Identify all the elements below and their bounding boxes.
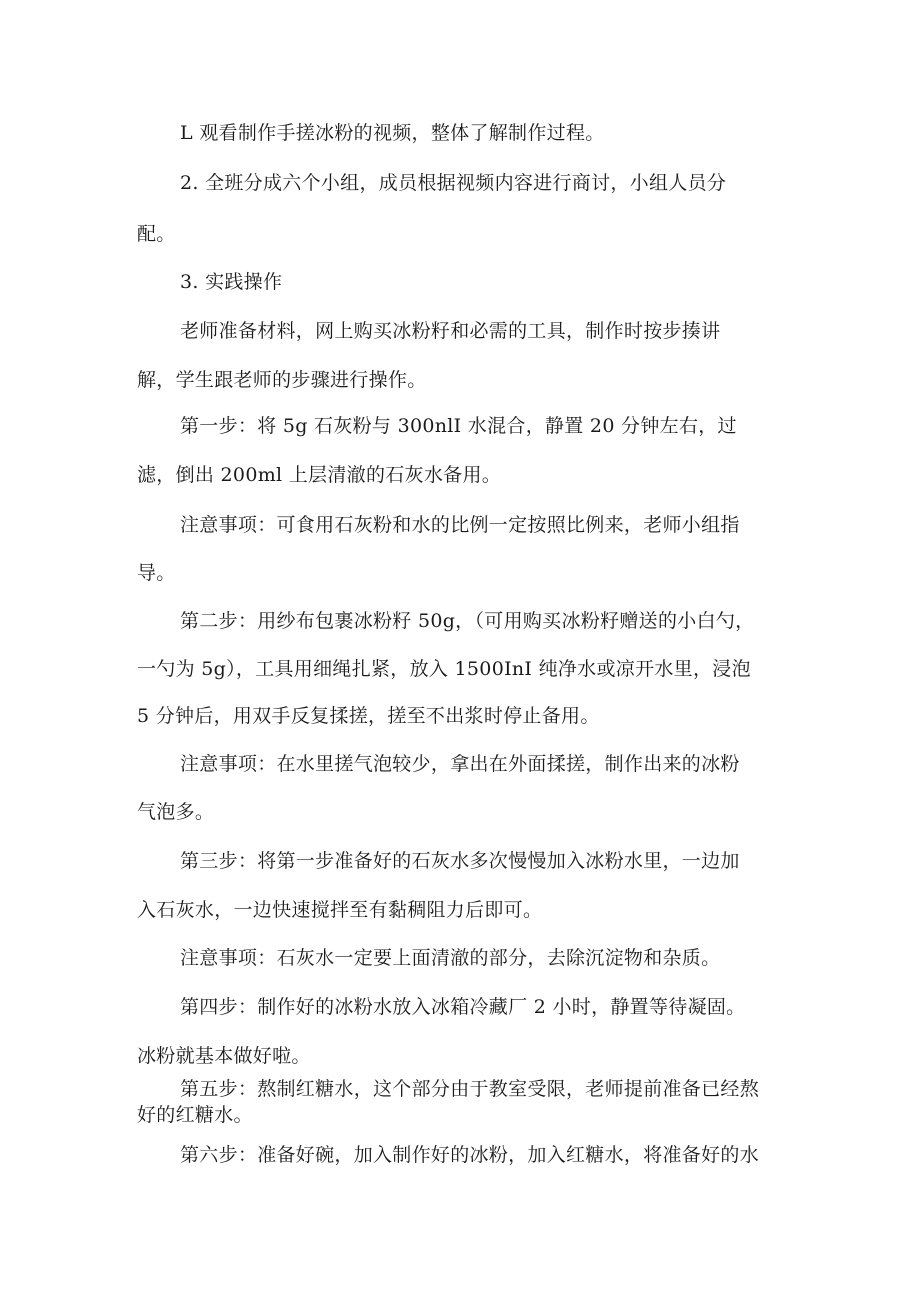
text-line: L 观看制作手搓冰粉的视频，整体了解制作过程。 [180,122,605,144]
text-line: 第二步：用纱布包裹冰粉籽 50g，（可用购买冰粉籽赠送的小白勺， [180,610,755,632]
text-line: 2. 全班分成六个小组，成员根据视频内容进行商讨，小组人员分 [180,172,727,194]
text-line: 滤，倒出 200ml 上层清澈的石灰水备用。 [137,464,502,486]
text-line: 解，学生跟老师的步骤进行操作。 [137,369,427,391]
text-line: 配。 [137,223,176,245]
text-line: 导。 [137,562,176,584]
text-line: 5 分钟后，用双手反复揉搓，搓至不出浆时停止备用。 [137,705,600,727]
text-line: 第五步：熬制红糖水，这个部分由于教室受限，老师提前准备已经熬 [180,1078,760,1100]
text-line: 好的红糖水。 [137,1104,253,1126]
text-line: 注意事项：可食用石灰粉和水的比例一定按照比例来，老师小组指 [180,514,740,536]
text-line: 注意事项：在水里搓气泡较少，拿出在外面揉搓，制作出来的冰粉 [180,753,740,775]
text-line: 入石灰水，一边快速搅拌至有黏稠阻力后即可。 [137,899,543,921]
text-line: 3. 实践操作 [180,271,283,293]
text-line: 第三步：将第一步准备好的石灰水多次慢慢加入冰粉水里，一边加 [180,850,740,872]
text-line: 第一步：将 5g 石灰粉与 300nlI 水混合，静置 20 分钟左右，过 [180,415,737,437]
text-line: 老师准备材料，网上购买冰粉籽和必需的工具，制作时按步揍讲 [180,320,721,342]
text-line: 第四步：制作好的冰粉水放入冰箱冷藏厂 2 小时，静置等待凝固。 [180,996,746,1018]
text-line: 气泡多。 [137,801,215,823]
text-line: 一勺为 5g），工具用细绳扎紧，放入 1500InI 纯净水或凉开水里，浸泡 [137,658,751,680]
text-line: 第六步：准备好碗，加入制作好的冰粉，加入红糖水，将准备好的水 [180,1144,760,1166]
text-line: 注意事项：石灰水一定要上面清澈的部分，去除沉淀物和杂质。 [180,947,721,969]
text-line: 冰粉就基本做好啦。 [137,1045,311,1067]
